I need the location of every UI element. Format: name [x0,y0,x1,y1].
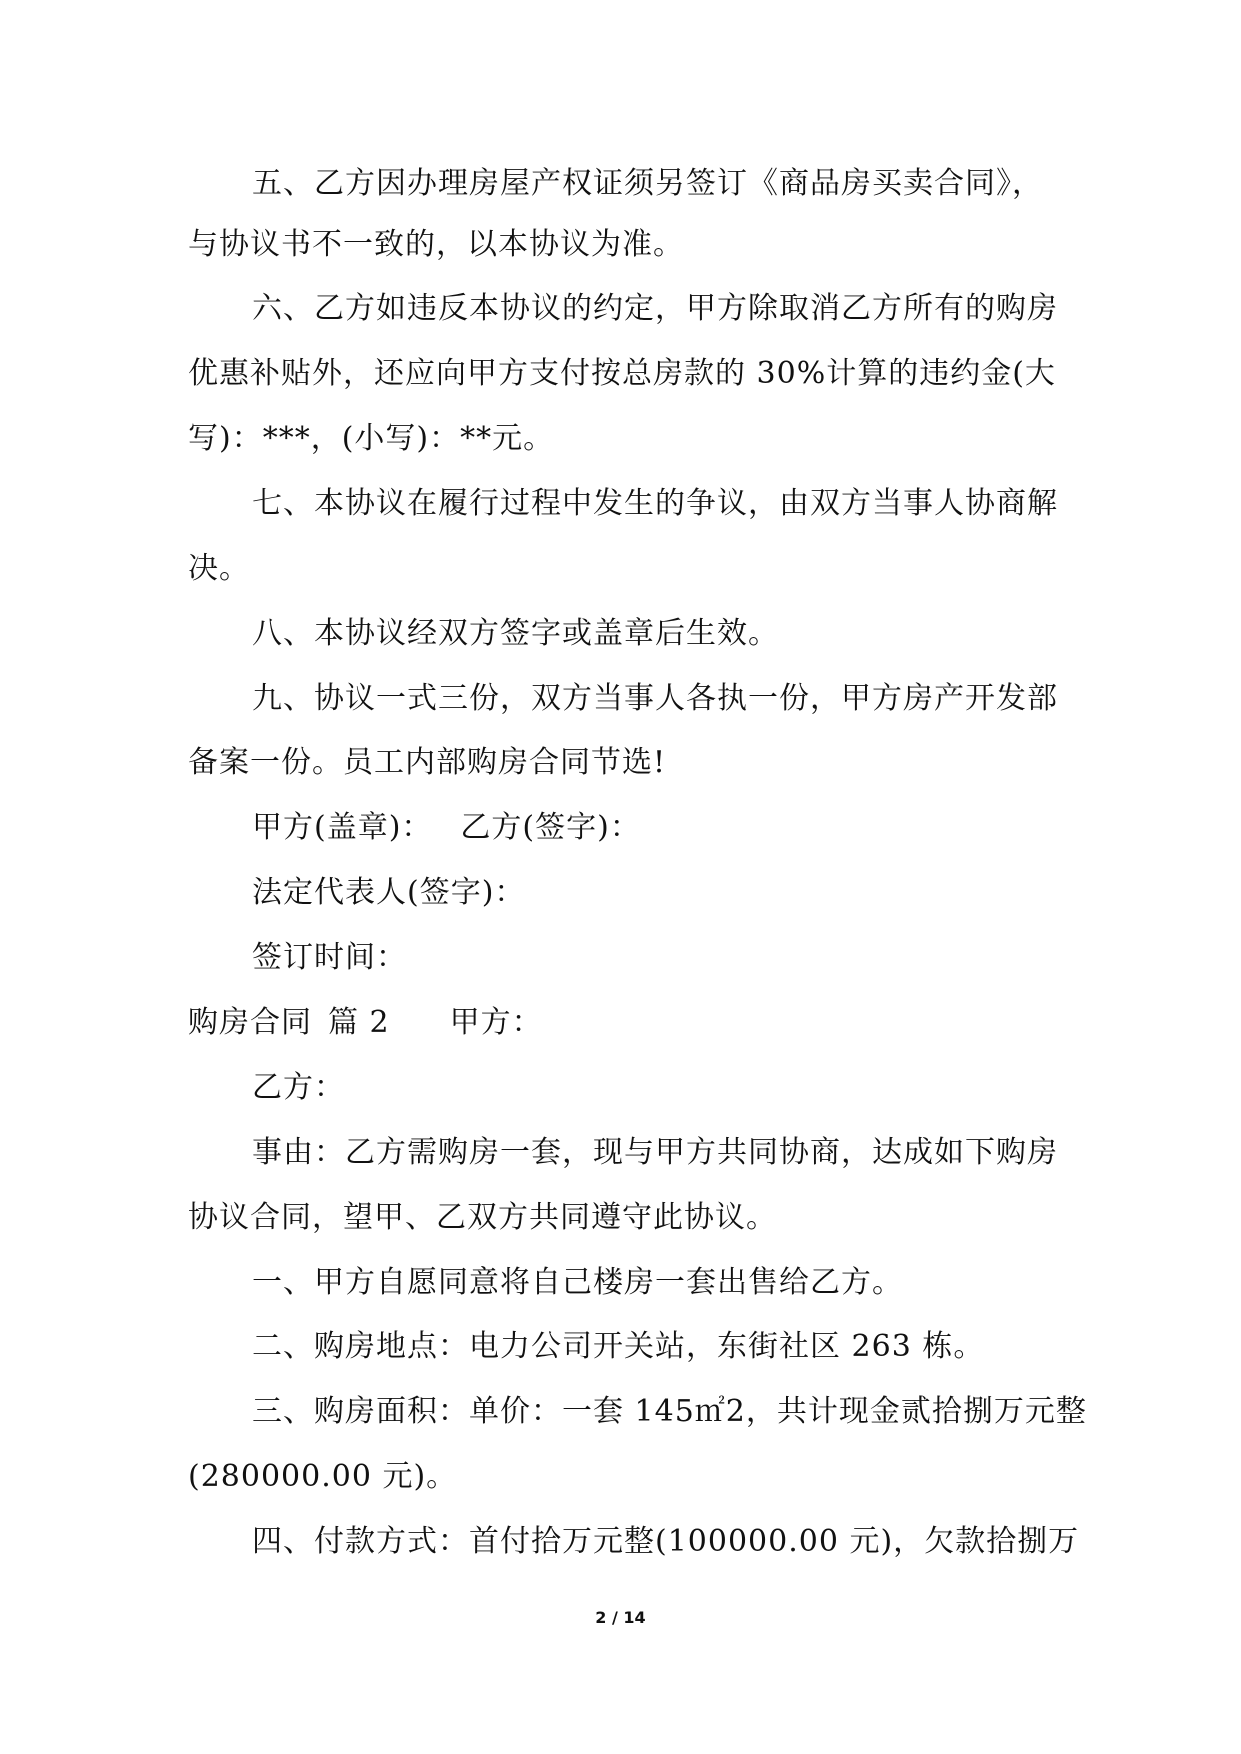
page-number: 2 / 14 [595,1608,646,1627]
paragraph-9-line-1: 九、协议一式三份，双方当事人各执一份，甲方房产开发部 [252,681,1058,716]
clause-3-line-2: (280000.00 元)。 [188,1459,458,1494]
legal-representative-line: 法定代表人(签字)： [252,875,526,910]
section-title: 购房合同 [188,1005,312,1040]
section-part: 篇 2 [328,1005,390,1040]
reason-line-2: 协议合同，望甲、乙双方共同遵守此协议。 [188,1200,777,1235]
paragraph-5-line-1: 五、乙方因办理房屋产权证须另签订《商品房买卖合同》， [252,166,1043,201]
paragraph-7-line-1: 七、本协议在履行过程中发生的争议，由双方当事人协商解 [252,486,1058,521]
clause-2: 二、购房地点：电力公司开关站，东街社区 263 栋。 [252,1329,985,1364]
paragraph-6-line-3: 写)：***，(小写)：**元。 [188,421,555,456]
reason-line-1: 事由：乙方需购房一套，现与甲方共同协商，达成如下购房 [252,1135,1058,1170]
clause-3-line-1: 三、购房面积：单价：一套 145㎡2，共计现金贰拾捌万元整 [252,1394,1087,1429]
signing-date-line: 签订时间： [252,940,407,975]
clause-1: 一、甲方自愿同意将自己楼房一套出售给乙方。 [252,1265,903,1300]
party-b-label: 乙方： [252,1070,345,1105]
party-a-seal-label: 甲方(盖章)： [252,810,433,845]
party-b-sign-label: 乙方(签字)： [460,810,641,845]
section-party-a-label: 甲方： [449,1005,543,1040]
signature-line [252,808,1132,848]
paragraph-8: 八、本协议经双方签字或盖章后生效。 [252,616,779,651]
paragraph-7-line-2: 决。 [188,551,250,586]
clause-4-line-1: 四、付款方式：首付拾万元整(100000.00 元)，欠款拾捌万 [252,1524,1080,1559]
paragraph-5-line-2: 与协议书不一致的，以本协议为准。 [188,227,684,262]
section-heading [188,1003,1068,1043]
paragraph-6-line-2: 优惠补贴外，还应向甲方支付按总房款的 30%计算的违约金(大 [188,356,1056,391]
paragraph-6-line-1: 六、乙方如违反本协议的约定，甲方除取消乙方所有的购房 [252,291,1058,326]
paragraph-9-line-2: 备案一份。员工内部购房合同节选! [188,745,667,780]
